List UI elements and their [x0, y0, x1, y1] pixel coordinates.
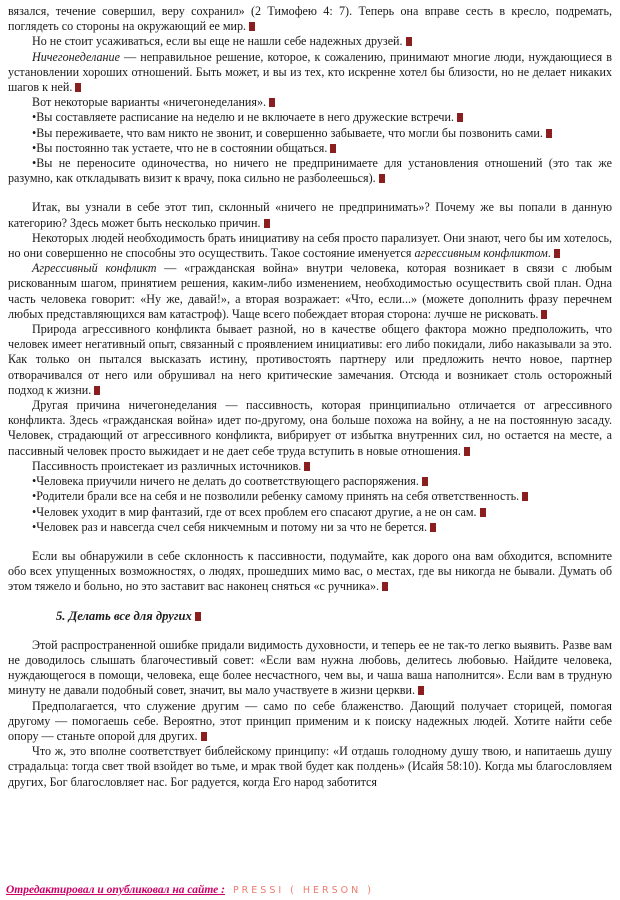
paragraph-spacer — [8, 624, 612, 638]
paragraph — [8, 261, 612, 322]
paragraph-spacer — [8, 535, 612, 549]
paragraph — [8, 459, 612, 474]
paragraph-end-marker — [201, 732, 207, 741]
text-run: •Вы постоянно так устаете, что не в состоянии общаться. — [32, 140, 328, 155]
paragraph — [8, 744, 612, 790]
text-run: Пассивность проистекает из различных источников. — [32, 458, 302, 473]
paragraph-end-marker — [422, 477, 428, 486]
text-run: Итак, вы узнали в себе этот тип, склонный «ничего не предпринимать»? Почему же вы попали в данную категорию? Здесь может быть несколько причин. — [8, 200, 612, 230]
paragraph-end-marker — [382, 582, 388, 591]
paragraph — [8, 489, 612, 504]
paragraph — [8, 505, 612, 520]
paragraph-end-marker — [379, 174, 385, 183]
paragraph — [8, 50, 612, 96]
paragraph — [8, 4, 612, 34]
text-run: 5. Делать все для других — [56, 608, 192, 623]
text-run: Некоторых людей необходимость брать инициативу на себя просто парализует. Они знают, чего бы им хотелось, но они совершенно не способны это осуществить. Такое состояние именуется — [8, 230, 612, 261]
text-run: Предполагается, что служение другим — само по себе блаженство. Дающий получает сторицей, помогая другому — помогаешь себе. Вероятно, этот принцип применим и к поиску надежных людей. Хотите найти себе опору — станьте опорой для других. — [8, 698, 612, 743]
text-run: •Родители брали все на себя и не позволили ребенку самому принять на себя ответственность. — [32, 489, 520, 504]
paragraph — [8, 126, 612, 141]
text-run: Природа агрессивного конфликта бывает разной, но в качестве общего фактора можно предположить, что человек имеет негативный опыт, связанный с проявлением инициативы: его либо покидали, либо наказывали за это. Как только он пытался высказать истину, противостоять партнеру или предложить нечто новое, партнер отворачивался от него или обрушивал на него критические замечания. Отсюда и возникает столь осторожный подход к жизни. — [8, 322, 612, 397]
text-run: вязался, течение совершил, веру сохранил» (2 Тимофею 4: 7). Теперь она вправе сесть в кресло, подремать, поглядеть со стороны на окружающий ее мир. — [8, 4, 612, 34]
emphasized-text: Ничегонеделание — [32, 49, 120, 64]
paragraph-end-marker — [464, 447, 470, 456]
text-run: Этой распространенной ошибке придали видимость духовности, и теперь ее не так-то легко выявить. Разве вам не доводилось слышать благочестивый совет: «Если вам нужна любовь, делитесь любовью. Найдите человека, нуждающегося в помощи, человека, еще более несчастного, чем вы, и чаша ваша наполнится». Если вам в трудную минуту не давали подобный совет, значит, вы мало участвуете в жизни церкви. — [8, 637, 612, 698]
text-run: •Человека приучили ничего не делать до соответствующего распоряжения. — [32, 474, 419, 489]
text-run: — неправильное решение, которое, к сожалению, принимают многие люди, нуждающиеся в установлении хороших отношений. Быть может, и вы из тех, кто искренне хотел бы близости, но не делает никаких шагов к ней. — [8, 49, 612, 95]
text-run: Другая причина ничегонеделания — пассивность, которая принципиально отличается от агрессивного конфликта. Здесь «гражданская война» идет по-другому, она больше похожа на войну, а не на постоянную засаду. Человек, страдающий от агрессивного конфликта, вибрирует от избытка внутренних сил, но остается на месте, а пассивный человек просто выжидает и не дает себе труда вступить в новые отношения. — [8, 398, 612, 458]
paragraph-end-marker — [418, 686, 424, 695]
paragraph — [8, 95, 612, 110]
text-run: •Вы переживаете, что вам никто не звонит, и совершенно забываете, что могли бы позвонить сами. — [32, 125, 543, 140]
paragraph-end-marker — [75, 83, 81, 92]
paragraph — [8, 110, 612, 125]
paragraph — [8, 322, 612, 398]
paragraph-end-marker — [457, 113, 463, 122]
paragraph-end-marker — [304, 462, 310, 471]
watermark-text: Отредактировал и опубликовал на сайте : — [6, 884, 225, 896]
text-run: . — [547, 246, 551, 261]
text-run: — «гражданская война» внутри человека, которая возникает в связи с любым рискованным шагом, принятием решения, каким-либо изменением, необходимостью осуществить свой план. Одна часть человека говорит: «Ну же, давай!», а вторая возражает: «Что, если...» (можете дополнить фразу перечнем любых представляющихся вам катастроф). Чаще всего побеждает вторая сторона: лучше не рисковать. — [8, 261, 613, 321]
paragraph-end-marker — [546, 129, 552, 138]
paragraph — [8, 231, 612, 261]
paragraph-end-marker — [94, 386, 100, 395]
text-run: •Человек раз и навсегда счел себя никчемным и потому ни за что не берется. — [32, 519, 428, 534]
paragraph — [8, 156, 612, 186]
paragraph — [8, 520, 612, 535]
paragraph — [8, 34, 612, 49]
paragraph — [8, 699, 612, 745]
text-run: Если вы обнаружили в себе склонность к пассивности, подумайте, как дорого она вам обходится, вспомните обо всех упущенных возможностях, о людях, прошедших мимо вас, о местах, где вы никогда не бывали. Думать об этом тяжело и больно, но это заставит вас наконец сняться «с ручника». — [8, 548, 612, 594]
emphasized-text: агрессивным конфликтом — [414, 246, 548, 261]
paragraph-end-marker — [541, 310, 547, 319]
paragraph-end-marker — [269, 98, 275, 107]
paragraph — [8, 398, 612, 459]
paragraph-end-marker — [430, 523, 436, 532]
text-run: •Человек уходит в мир фантазий, где от всех проблем его спасают другие, а не он сам. — [32, 504, 477, 519]
paragraph-spacer — [8, 595, 612, 609]
paragraph-end-marker — [480, 508, 486, 517]
text-run: Но не стоит усаживаться, если вы еще не нашли себе надежных друзей. — [32, 34, 403, 49]
paragraph — [8, 141, 612, 156]
paragraph-end-marker — [522, 492, 528, 501]
text-run: Что ж, это вполне соответствует библейскому принципу: «И отдашь голодному душу твою, и напитаешь душу страдальца: тогда свет твой взойдет во тьме, и мрак твой будет как полдень» (Исайя 58:10). Когда мы благословляем других, Бог благословляет нас. Бог радуется, когда Его народ заботится — [8, 744, 612, 789]
text-run: Вот некоторые варианты «ничегонеделания». — [32, 95, 267, 110]
text-run: •Вы не переносите одиночества, но ничего не предпринимаете для установления отношений (это так же разумно, как откладывать визит к врачу, пока сильно не разболеешься). — [8, 156, 612, 186]
paragraph — [8, 638, 612, 699]
watermark-footer — [6, 880, 374, 898]
paragraph-end-marker — [406, 37, 412, 46]
paragraph-end-marker — [554, 249, 560, 258]
paragraph — [8, 474, 612, 489]
paragraph-end-marker — [264, 219, 270, 228]
emphasized-text: Агрессивный конфликт — [32, 261, 157, 276]
paragraph-spacer — [8, 186, 612, 200]
paragraph-end-marker — [195, 612, 201, 621]
paragraph — [8, 549, 612, 595]
section-heading — [8, 609, 612, 624]
watermark-site-name: PRESSI ( HERSON ) — [232, 885, 374, 896]
text-run: •Вы составляете расписание на неделю и не включаете в него дружеские встречи. — [32, 110, 455, 125]
paragraph-end-marker — [330, 144, 336, 153]
paragraph — [8, 200, 612, 230]
paragraph-end-marker — [249, 22, 255, 31]
